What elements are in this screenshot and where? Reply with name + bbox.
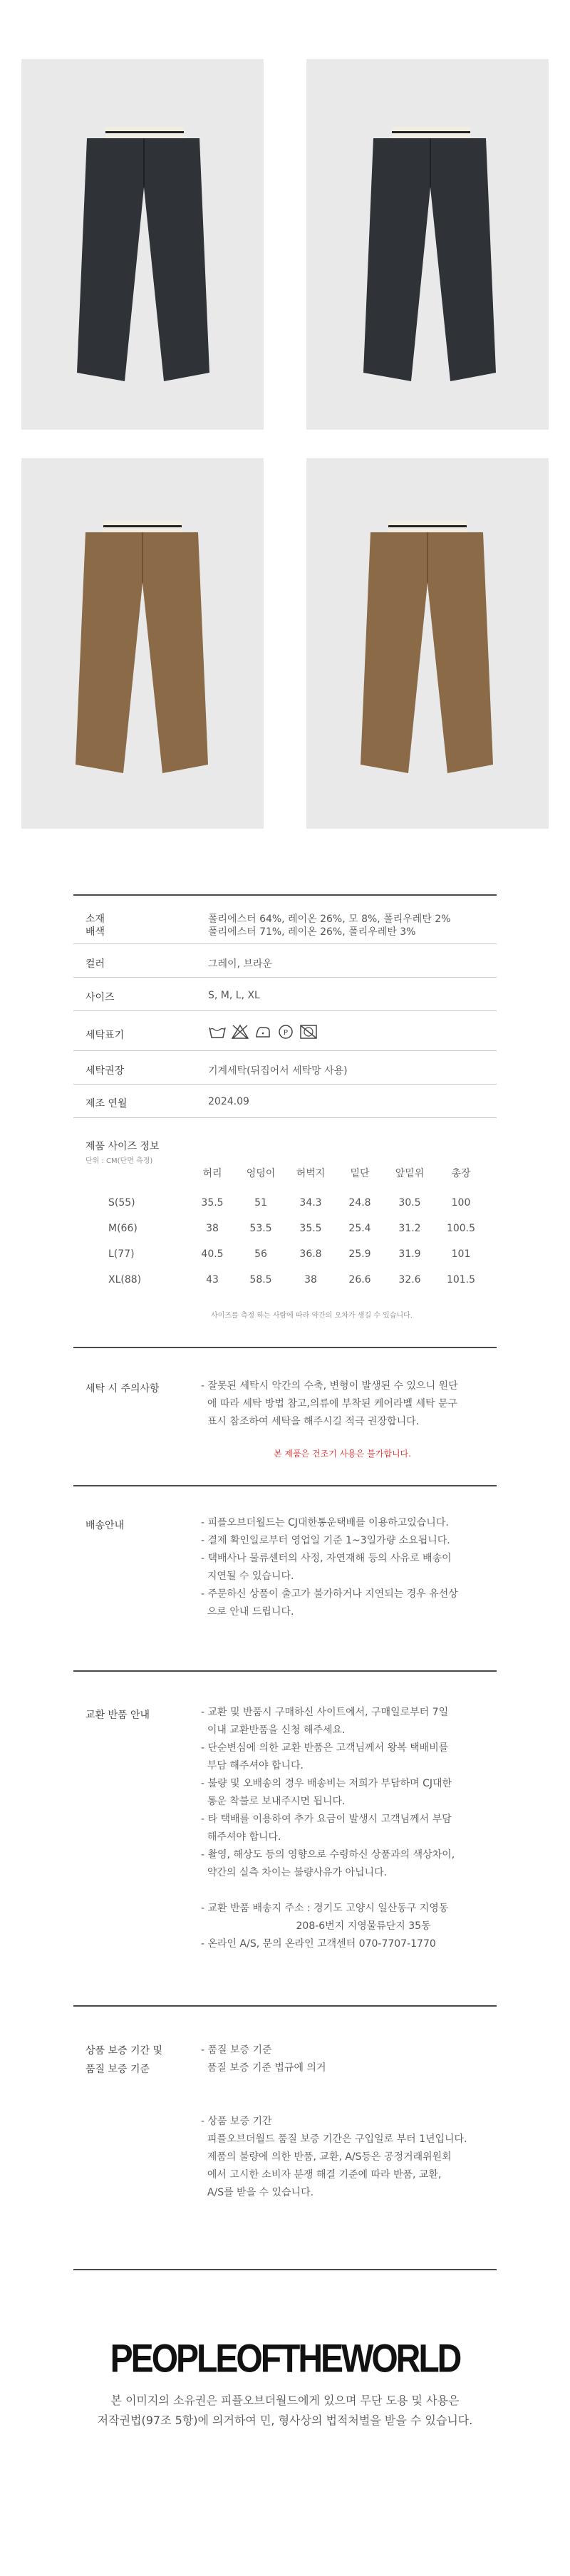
size-label: 사이즈 — [86, 992, 115, 1003]
date-label: 제조 연월 — [86, 1098, 128, 1109]
mix-value: 폴리에스터 71%, 레이온 26%, 폴리우레탄 3% — [208, 926, 416, 938]
row-size: M(66) — [108, 1223, 138, 1234]
delivery-section-text — [201, 1514, 458, 1621]
text-line: 품질 보증 기준 법규에 의거 — [201, 2062, 326, 2074]
cell: 101.5 — [446, 1274, 476, 1286]
color-value: 그레이, 브라운 — [208, 958, 273, 970]
exchange-section-text — [201, 1704, 455, 1953]
text-line: 에 따라 세탁 방법 참고,의류에 부착된 케어라벨 세탁 문구 — [201, 1398, 458, 1409]
size-table-title: 제품 사이즈 정보 — [86, 1141, 160, 1152]
delivery-section-title: 배송안내 — [86, 1520, 125, 1531]
warranty-section-title — [86, 2042, 162, 2079]
copyright-line: 저작권법(97조 5항)에 의거하여 민, 형사상의 법적처벌을 받을 수 있습니다. — [97, 2414, 473, 2427]
warranty-section-text — [201, 2042, 467, 2202]
cell: 24.8 — [348, 1197, 371, 1209]
cell: 34.3 — [299, 1197, 322, 1209]
text-line: 으로 안내 드립니다. — [201, 1606, 294, 1618]
no-tumble-icon — [299, 1023, 318, 1040]
warranty-title-line: 품질 보증 기준 — [86, 2064, 150, 2075]
cell: 51 — [254, 1197, 267, 1209]
wash-section-title: 세탁 시 주의사항 — [86, 1383, 160, 1395]
cell: 25.4 — [348, 1223, 371, 1234]
text-line: - 교환 반품 배송지 주소 : 경기도 고양시 일산동구 지영동 — [201, 1903, 449, 1914]
row-size: S(55) — [108, 1197, 135, 1209]
cell: 31.2 — [398, 1223, 421, 1234]
text-line: - 불량 및 오배송의 경우 배송비는 저희가 부담하며 CJ대한 — [201, 1778, 452, 1789]
text-line: 피플오브더월드 품질 보증 기간은 구입일로 부터 1년입니다. — [201, 2133, 467, 2145]
text-line: - 잘못된 세탁시 악간의 수축, 변형이 발생된 수 있으니 원단 — [201, 1380, 458, 1392]
header-hem: 밑단 — [350, 1168, 370, 1179]
recommend-value: 기계세탁(뒤집어서 세탁망 사용) — [208, 1065, 348, 1077]
cell: 30.5 — [398, 1197, 421, 1209]
text-line: 이내 교환반품을 신청 해주세요. — [201, 1724, 346, 1736]
iron-icon — [254, 1023, 272, 1040]
text-line: - 타 택배를 이용하여 추가 요금이 발생시 고객님께서 부담 — [201, 1814, 452, 1825]
text-line: 표시 참조하여 세탁을 해주시길 적극 권장합니다. — [201, 1416, 420, 1427]
dry-clean-icon — [276, 1023, 295, 1040]
pants-brown-front-image — [21, 458, 264, 829]
text-line: 208-6번지 지영물류단지 35동 — [201, 1920, 431, 1932]
header-hip: 엉덩이 — [246, 1168, 276, 1179]
header-waist: 허리 — [202, 1168, 222, 1179]
cell: 43 — [206, 1274, 219, 1286]
text-line: - 단순변심에 의한 교환 반품은 고객님께서 왕복 택배비를 — [201, 1742, 449, 1754]
text-line: - 촬영, 해상도 등의 영향으로 수령하신 상품과의 색상차이, — [201, 1849, 455, 1861]
info-divider — [73, 1084, 497, 1085]
text-line: 지연될 수 있습니다. — [201, 1571, 294, 1582]
cell: 31.9 — [398, 1248, 421, 1260]
pants-brown-back-image — [306, 458, 549, 829]
material-value: 폴리에스터 64%, 레이온 26%, 모 8%, 폴리우레탄 2% — [208, 914, 451, 925]
info-divider — [73, 1050, 497, 1051]
text-line: 에서 고시한 소비자 분쟁 해결 기준에 따라 반품, 교환, — [201, 2169, 442, 2181]
section-divider — [73, 2269, 497, 2270]
cell: 36.8 — [299, 1248, 322, 1260]
cell: 25.9 — [348, 1248, 371, 1260]
cell: 100.5 — [446, 1223, 476, 1234]
product-photo-brown-back — [306, 458, 549, 829]
mix-label: 배색 — [86, 926, 105, 938]
cell: 101 — [451, 1248, 471, 1260]
text-line — [201, 1882, 455, 1900]
section-divider — [73, 1485, 497, 1486]
text-line — [201, 2095, 467, 2113]
row-size: XL(88) — [108, 1274, 142, 1286]
cell: 100 — [451, 1197, 471, 1209]
warranty-title-line: 상품 보증 기간 및 — [86, 2045, 163, 2057]
text-line: 제품의 불량에 의한 반품, 교환, A/S등은 공정거래위원회 — [201, 2151, 452, 2163]
product-photo-gray-back — [306, 59, 549, 430]
cell: 32.6 — [398, 1274, 421, 1286]
row-size: L(77) — [108, 1248, 135, 1260]
text-line: 해주셔야 합니다. — [201, 1831, 281, 1843]
wash-icon — [208, 1023, 227, 1040]
cell: 35.5 — [299, 1223, 322, 1234]
text-line: - 피플오브더월드는 CJ대한통운택배를 이용하고있습니다. — [201, 1517, 449, 1528]
cell: 40.5 — [201, 1248, 224, 1260]
svg-text:P: P — [283, 1029, 289, 1037]
info-divider — [73, 943, 497, 944]
cell: 58.5 — [249, 1274, 272, 1286]
text-line: 부담 해주셔야 합니다. — [201, 1760, 304, 1771]
size-table-unit: 단위 : CM(단면 측정) — [86, 1157, 153, 1165]
care-label: 세탁표기 — [86, 1030, 125, 1041]
text-line: - 교환 및 반품시 구매하신 사이트에서, 구매일로부터 7일 — [201, 1707, 449, 1718]
size-value: S, M, L, XL — [208, 990, 260, 1001]
no-bleach-icon — [231, 1023, 249, 1040]
text-line — [201, 2077, 467, 2095]
text-line: 약간의 실측 차이는 불량사유가 아닙니다. — [201, 1867, 388, 1878]
brand-logo: PEOPLEOFTHEWORLD — [110, 2337, 460, 2381]
section-divider — [73, 1347, 497, 1348]
pants-gray-front-image — [21, 59, 264, 430]
color-label: 컬러 — [86, 958, 105, 970]
product-photo-gray-front — [21, 59, 264, 430]
info-divider — [73, 1117, 497, 1118]
text-line: A/S를 받을 수 있습니다. — [201, 2187, 314, 2198]
text-line: - 결제 확인일로부터 영업일 기준 1~3일가량 소요됩니다. — [201, 1535, 450, 1546]
cell: 38 — [206, 1223, 219, 1234]
text-line: - 주문하신 상품이 출고가 불가하거나 지연되는 경우 유선상 — [201, 1588, 458, 1600]
cell: 26.6 — [348, 1274, 371, 1286]
size-table-note: 사이즈를 측정 하는 사람에 따라 약간의 오차가 생길 수 있습니다. — [211, 1312, 413, 1320]
header-length: 총장 — [451, 1168, 471, 1179]
info-divider — [73, 1010, 497, 1011]
text-line: - 택배사나 물류센터의 사정, 자연재해 등의 사유로 배송이 — [201, 1553, 452, 1564]
date-value: 2024.09 — [208, 1096, 249, 1107]
product-photo-brown-front — [21, 458, 264, 829]
header-thigh: 허벅지 — [296, 1168, 326, 1179]
cell: 38 — [304, 1274, 317, 1286]
text-line: - 상품 보증 기간 — [201, 2116, 272, 2127]
cell: 56 — [254, 1248, 267, 1260]
section-divider — [73, 1670, 497, 1672]
header-rise: 앞밑위 — [395, 1168, 425, 1179]
cell: 35.5 — [201, 1197, 224, 1209]
info-divider — [73, 977, 497, 978]
cell: 53.5 — [249, 1223, 272, 1234]
exchange-section-title: 교환 반품 안내 — [86, 1709, 150, 1721]
section-divider — [73, 2005, 497, 2007]
pants-gray-back-image — [306, 59, 549, 430]
material-label: 소재 — [86, 914, 105, 925]
dryer-warning: 본 제품은 건조기 사용은 불가합니다. — [274, 1449, 411, 1459]
info-top-divider — [73, 894, 497, 896]
recommend-label: 세탁권장 — [86, 1065, 125, 1077]
copyright-line: 본 이미지의 소유권은 피플오브더월드에게 있으며 무단 도용 및 사용은 — [110, 2394, 460, 2407]
text-line: - 온라인 A/S, 문의 온라인 고객센터 070-7707-1770 — [201, 1938, 436, 1950]
wash-section-text — [201, 1377, 458, 1431]
text-line: - 품질 보증 기준 — [201, 2044, 272, 2056]
text-line: 통운 착불로 보내주시면 됩니다. — [201, 1796, 346, 1807]
